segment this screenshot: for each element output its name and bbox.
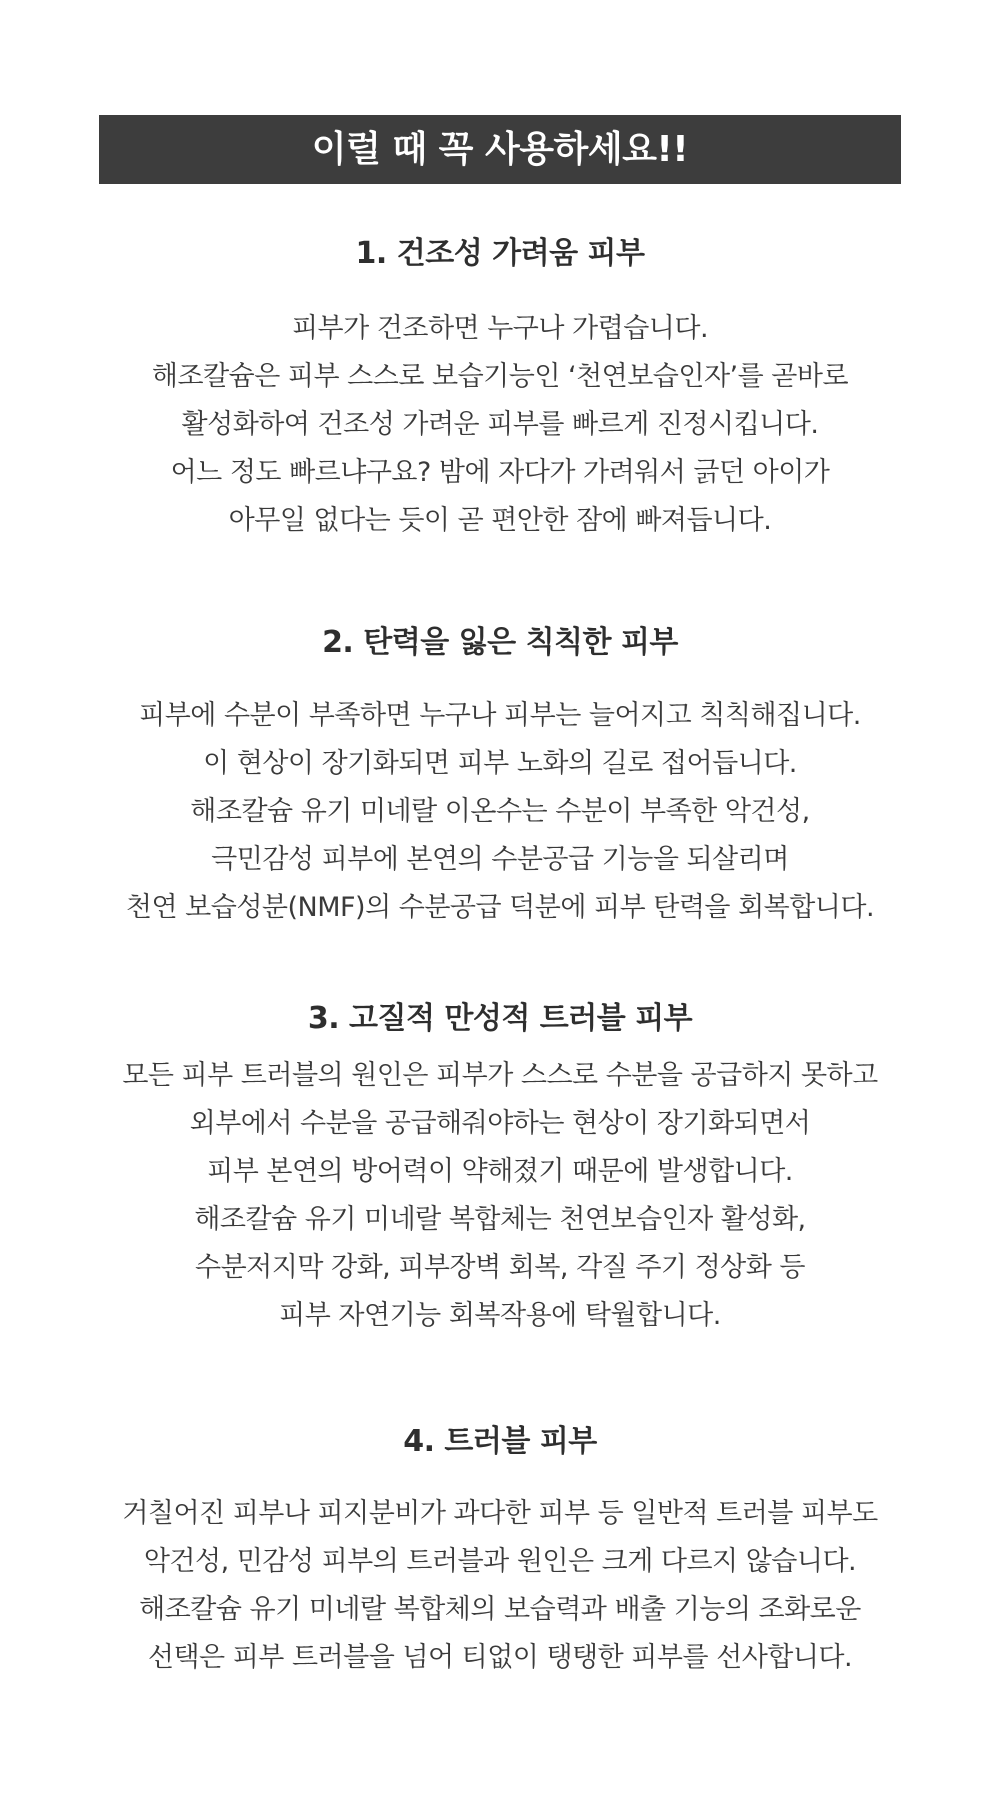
section-3-line: 외부에서 수분을 공급해줘야하는 현상이 장기화되면서 <box>189 1108 811 1139</box>
section-4-line: 악건성, 민감성 피부의 트러블과 원인은 크게 다르지 않습니다. <box>143 1546 857 1577</box>
section-4-line: 해조칼슘 유기 미네랄 복합체의 보습력과 배출 기능의 조화로운 <box>139 1594 861 1625</box>
section-1-line: 어느 정도 빠르냐구요? 밤에 자다가 가려워서 긁던 아이가 <box>170 457 830 488</box>
section-3-line: 피부 자연기능 회복작용에 탁월합니다. <box>279 1300 721 1331</box>
section-1-line: 피부가 건조하면 누구나 가렵습니다. <box>291 313 709 344</box>
section-2-line: 극민감성 피부에 본연의 수분공급 기능을 되살리며 <box>211 844 789 875</box>
section-3-line: 해조칼슘 유기 미네랄 복합체는 천연보습인자 활성화, <box>194 1204 806 1235</box>
section-1-line: 활성화하여 건조성 가려운 피부를 빠르게 진정시킵니다. <box>181 409 819 440</box>
section-2-heading: 2. 탄력을 잃은 칙칙한 피부 <box>322 625 678 660</box>
section-3-line: 피부 본연의 방어력이 약해졌기 때문에 발생합니다. <box>207 1156 793 1187</box>
section-3-line: 모든 피부 트러블의 원인은 피부가 스스로 수분을 공급하지 못하고 <box>122 1060 878 1091</box>
section-4-line: 선택은 피부 트러블을 넘어 티없이 탱탱한 피부를 선사합니다. <box>147 1642 853 1673</box>
section-3-line: 수분저지막 강화, 피부장벽 회복, 각질 주기 정상화 등 <box>195 1252 805 1283</box>
section-1-line: 아무일 없다는 듯이 곧 편안한 잠에 빠져듭니다. <box>228 505 772 536</box>
section-2-line: 천연 보습성분(NMF)의 수분공급 덕분에 피부 탄력을 회복합니다. <box>125 892 875 923</box>
section-4-line: 거칠어진 피부나 피지분비가 과다한 피부 등 일반적 트러블 피부도 <box>122 1498 878 1529</box>
section-1-heading: 1. 건조성 가려움 피부 <box>355 236 645 271</box>
banner-title: 이럴 때 꼭 사용하세요!! <box>311 128 689 170</box>
section-2-line: 이 현상이 장기화되면 피부 노화의 길로 접어듭니다. <box>203 748 797 779</box>
section-1-line: 해조칼슘은 피부 스스로 보습기능인 ‘천연보습인자’를 곧바로 <box>151 361 849 392</box>
section-1-body <box>0 305 1000 545</box>
header-banner <box>99 115 901 184</box>
section-2-line: 피부에 수분이 부족하면 누구나 피부는 늘어지고 칙칙해집니다. <box>139 700 861 731</box>
section-2-line: 해조칼슘 유기 미네랄 이온수는 수분이 부족한 악건성, <box>190 796 810 827</box>
section-3-body <box>0 1052 1000 1340</box>
section-3-heading: 3. 고질적 만성적 트러블 피부 <box>307 1001 693 1036</box>
section-4-body <box>0 1490 1000 1682</box>
section-2-body <box>0 692 1000 932</box>
section-4-heading: 4. 트러블 피부 <box>403 1424 597 1459</box>
